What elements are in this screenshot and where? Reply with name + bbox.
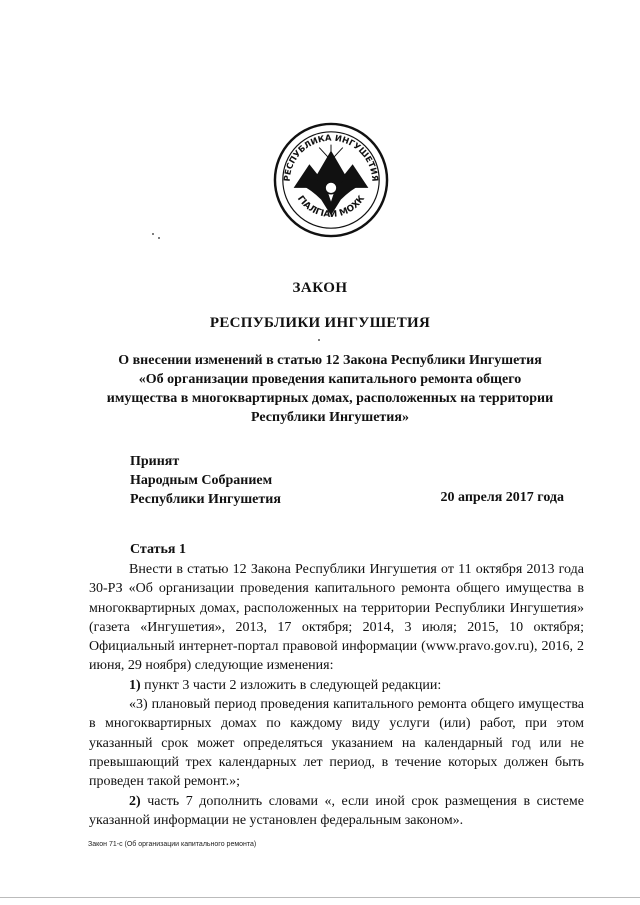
adopted-line: Принят	[130, 454, 180, 469]
item-number: 2)	[129, 793, 141, 809]
item-number: 1)	[129, 677, 141, 693]
item-text: часть 7 дополнить словами «, если иной срок размещения в системе указанной информации не установлен федеральным законом».	[89, 793, 584, 828]
adoption-date: 20 апреля 2017 года	[440, 490, 564, 505]
article-body	[89, 560, 584, 830]
subject-line: имущества в многоквартирных домах, расположенных на территории	[106, 391, 554, 406]
scan-speck	[152, 233, 154, 235]
adopted-line: Народным Собранием	[130, 473, 273, 488]
coat-of-arms-emblem	[272, 120, 390, 240]
article-title: Статья 1	[130, 542, 186, 557]
law-subject	[80, 351, 580, 427]
article-intro: Внести в статью 12 Закона Республики Ингушетия от 11 октября 2013 года 30-РЗ «Об организации проведения капитального ремонта общего имущества в многоквартирных домах, расположенных на территории Республики Ингушетия» (газета «Ингушетия», 2013, 17 октября; 2014, 3 июля; 2015, 10 октября; Официальный интернет-портал правовой информации (www.pravo.gov.ru), 2016, 2 июня, 29 ноября) следующие изменения:	[89, 562, 584, 674]
adopted-line: Республики Ингушетия	[130, 492, 281, 507]
law-title: ЗАКОН	[292, 280, 348, 296]
article-item-1	[89, 676, 584, 695]
emblem-bottom-text: ГIАЛГIАЙ МОХК	[294, 194, 368, 221]
subject-line: «Об организации проведения капитального ремонта общего	[138, 372, 522, 387]
subject-line: О внесении изменений в статью 12 Закона Республики Ингушетия	[118, 353, 542, 368]
adoption-block	[130, 452, 281, 509]
article-quote: «3) плановый период проведения капитального ремонта общего имущества в многоквартирных домах по каждому виду услуги (или) работ, при этом указанный срок может определяться указанием на календарный год или не превышающий трех календарных лет период, в течение которых должен быть проведен такой ремонт.»;	[89, 697, 584, 790]
emblem-top-text: РЕСПУБЛИКА ИНГУШЕТИЯ	[281, 132, 381, 182]
republic-name: РЕСПУБЛИКИ ИНГУШЕТИЯ	[209, 315, 431, 331]
page-footer: Закон 71-с (Об организации капитального ремонта)	[88, 841, 257, 848]
item-text: пункт 3 части 2 изложить в следующей редакции:	[140, 677, 442, 693]
article-item-2	[89, 792, 584, 831]
scan-edge-line	[0, 897, 640, 898]
scan-speck	[158, 237, 160, 239]
subject-line: Республики Ингушетия»	[251, 410, 409, 425]
scan-speck	[318, 339, 320, 341]
